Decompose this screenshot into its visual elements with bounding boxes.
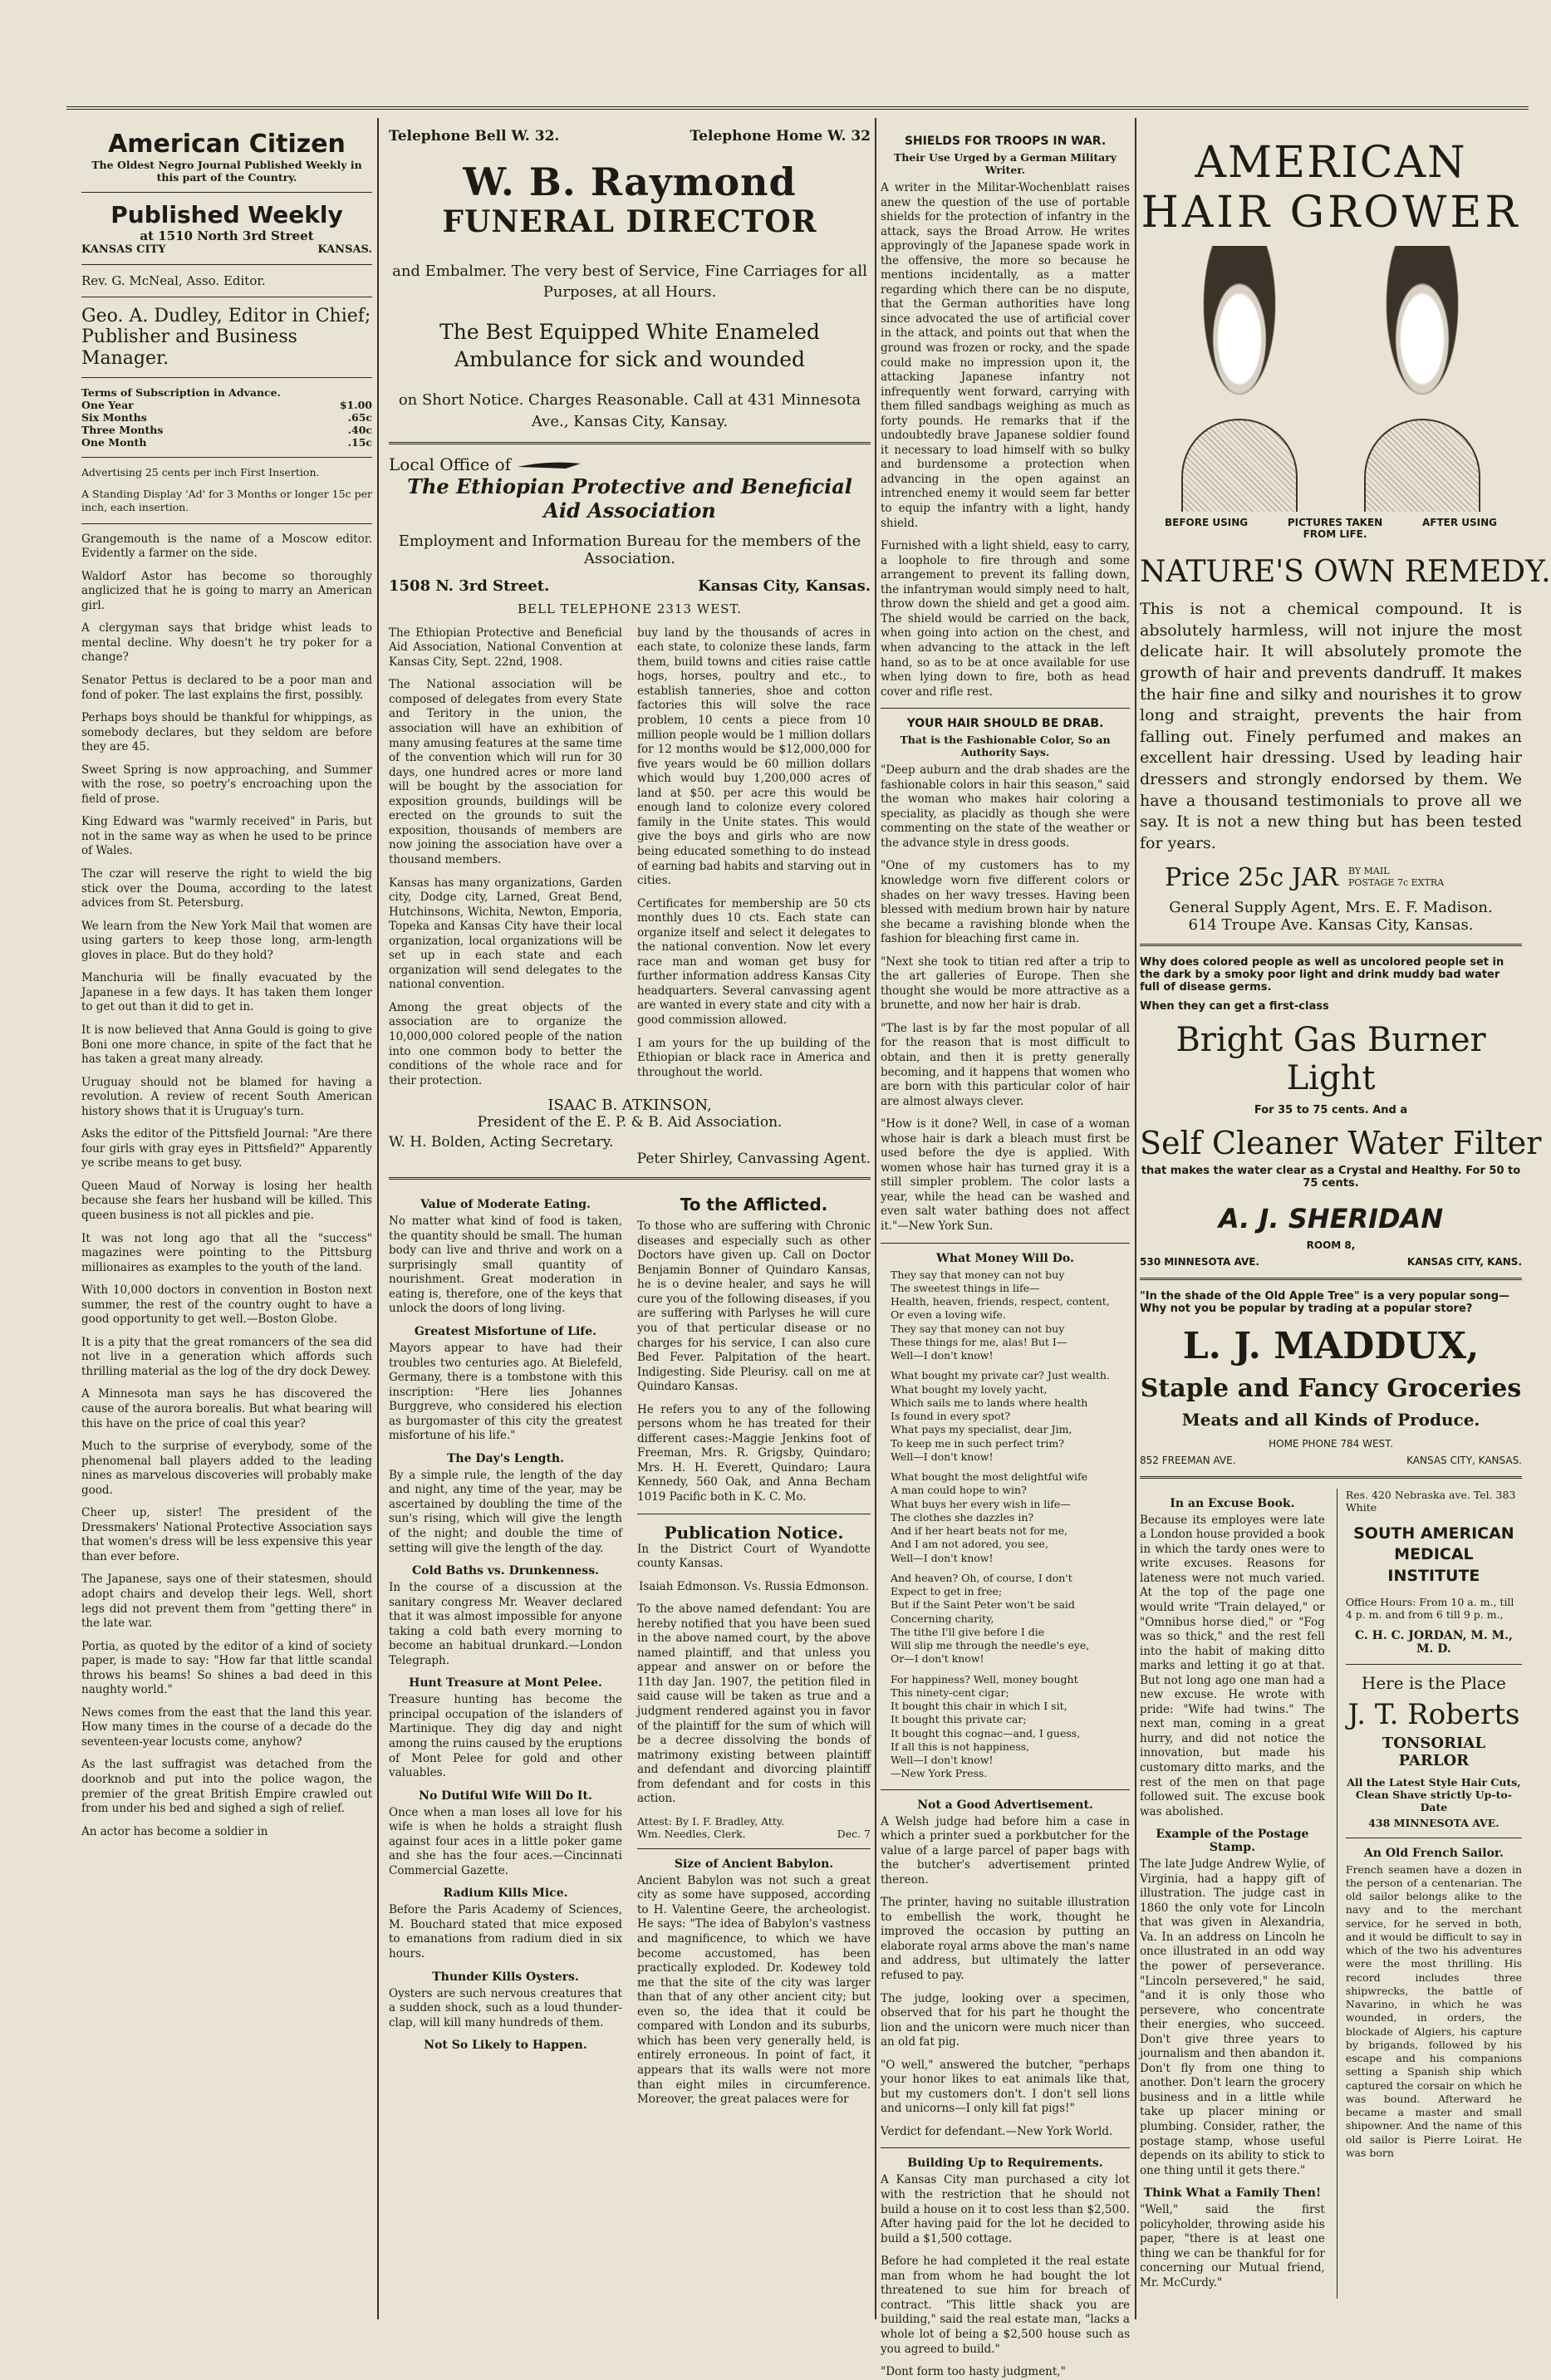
paragraph: News comes from the east that the land this year. How many times in the course of a decade do the seventeen-year locusts come, anyhow? xyxy=(81,1705,372,1749)
supply-agent-address: 614 Troupe Ave. Kansas City, Kansas. xyxy=(1188,915,1474,934)
price: Price 25c JAR xyxy=(1165,862,1339,892)
paragraph: Queen Maud of Norway is losing her health because she fears her husband will be killed. This queen business is not all pickles and pie. xyxy=(81,1179,372,1222)
building-paragraph: Before he had completed it the real estate man from whom he had bought the lot threatened to sue him for breach of contract. "This little shack you are building," said the real estate man, "lacks a whole lot of being a $2,500 house such as you agreed to build." xyxy=(881,2255,1130,2356)
paragraph: Cheer up, sister! The president of the Dressmakers' National Protective Association says that women's dress will be less expensive this year than ever before. xyxy=(81,1506,372,1563)
sailor-paragraph: French seamen have a dozen in the person of a centenarian. The old sailor belongs alike to the navy and to the merchant service, for he served in both, and it would be difficult to say in which of the two his adventures were the most thrilling. His record includes three shipwrecks, the battle of Navarino, in which he was wounded, in orders, the blockade of Algiers, his capture by brigands, followed by his escape and his companions setting a Spanish ship which captured the corsair on which he was bound. Afterward he became a master and small shipowner. And the name of this old sailor is Pierre Loirat. He was born xyxy=(1345,1862,1522,2159)
terms-row: Three Months .40c xyxy=(81,423,372,436)
afflicted-paragraph: To those who are suffering with Chronic diseases and especially such as other Doctors have given up. Call on Doctor Benjamin Bonner of Quindaro Kansas, he is o devine healer, and says he will cure you of the following diseases, if you are suffering with Parlyses he will cure you of that perticular disease or no charges for his service, I can also cure Bed Fever. Palpitation of the heart. Indigesting. Side Pleurisy. call on me at Quindaro Kansas. xyxy=(637,1219,871,1394)
doctor-name: C. H. C. JORDAN, M. M., M. D. xyxy=(1354,1628,1513,1656)
money-verse: For happiness? Well, money bought This ninety-cent cigar; It bought this chair in which I sit, It bought this private car; It bought this cognac—and, I guess, If all this is not happiness, Well—I don't know! —New York Press. xyxy=(891,1672,1081,1780)
paragraph: With 10,000 doctors in convention in Boston next summer, the rest of the country ought to have a good opportunity to get well.—Boston Globe. xyxy=(81,1283,372,1327)
society-city: Kansas City, Kansas. xyxy=(698,577,871,595)
remedy-heading: NATURE'S OWN REMEDY. xyxy=(1140,555,1551,589)
embalmer-line: and Embalmer. The very best of Service, Fine Carriages for all Purposes, at all Hours. xyxy=(392,263,867,302)
hair-paragraph: "The last is by far the most popular of all for the reason that is most difficult to obtain, and then it is pretty generally becoming, and it happens that women who are born with this particular color of hair are almost always clever. xyxy=(881,1021,1130,1108)
why-line: Why does colored people as well as uncolored people set in the dark by a smoky poor light and drink muddy bad water full of disease germs. xyxy=(1140,955,1504,994)
publication-paragraph: Isaiah Edmonson. Vs. Russia Edmonson. xyxy=(639,1579,869,1593)
supply-agent: General Supply Agent, Mrs. E. F. Madison. xyxy=(1169,898,1493,916)
medical-institute: SOUTH AMERICAN MEDICAL INSTITUTE xyxy=(1353,1524,1514,1585)
hair-cut-styles: All the Latest Style Hair Cuts, Clean Shave strictly Up-to-Date xyxy=(1347,1775,1521,1813)
item-body: No matter what kind of food is taken, the quantity should be small. The human body can live and thrive and work on a surprisingly small quantity of nourishment. Great moderation in eating is, therefore, one of the keys that unlock the doors of long living. xyxy=(389,1215,622,1316)
paragraph: King Edward was "warmly received" in Paris, but not in the same way as when he used to be prince of Wales. xyxy=(81,815,372,858)
article-paragraph: Certificates for membership are 50 cts monthly dues 10 cts. Each state can organize itself and select it delegates to the national convention. Now let every race man and woman get busy for further information address Kansas City headquarters. Several canvassing agent are wanted in every state and city with a good commission allowed. xyxy=(637,896,871,1027)
masthead-title: American Citizen xyxy=(108,130,346,159)
short-notice-line: on Short Notice. Charges Reasonable. Call at 431 Minnesota Ave., Kansas City, Kansay. xyxy=(398,391,861,430)
paragraph: Much to the surprise of everybody, some of the phenomenal ball players added to the leading nines as marvelous discoveries will probably make good. xyxy=(81,1440,372,1497)
pictures-caption: PICTURES TAKEN FROM LIFE. xyxy=(1287,517,1383,540)
item-heading: Hunt Treasure at Mont Pelee. xyxy=(409,1676,602,1691)
terms-list xyxy=(81,399,372,449)
phone-bell: Telephone Bell W. 32. xyxy=(389,128,560,145)
business-title: FUNERAL DIRECTOR xyxy=(442,204,817,239)
babylon-heading: Size of Ancient Babylon. xyxy=(674,1857,834,1871)
maddux-ad xyxy=(1140,1290,1522,1466)
item-heading: Cold Baths vs. Drunkenness. xyxy=(412,1564,599,1578)
advertisement-paragraph: Verdict for defendant.—New York World. xyxy=(881,2124,1113,2138)
item-body: Mayors appear to have had their troubles two centuries ago. At Bielefeld, Germany, there is a tombstone with this inscription: "Here lies Johannes Burggreve, who considered his election as burgomaster of this city the greatest misfortune of his life." xyxy=(389,1341,622,1443)
hair-heading: YOUR HAIR SHOULD BE DRAB. xyxy=(906,717,1104,731)
sailor-heading: An Old French Sailor. xyxy=(1363,1846,1504,1860)
sheridan-address: 530 MINNESOTA AVE. xyxy=(1140,1255,1259,1268)
gas-light-price: For 35 to 75 cents. And a xyxy=(1254,1103,1408,1116)
lower-columns xyxy=(389,1190,871,2115)
hair-grower-ad xyxy=(1140,138,1551,934)
article-paragraph: buy land by the thousands of acres in each state, to colonize these lands, farm them, build towns and cities raise cattle hogs, horses, poultry and etc., to establish tanneries, shoe and cotton factories this will solve the race problem, 10 cents a piece from 10 million people would be 1 million dollars for 12 months would be $12,000,000 for five years would be 60 million dollars which would buy 1,200,000 acres of land at $50. per acre this would be enough land to colonize every colored family in the Unite states. This would give the boys and girls who are now being educated something to do instead of earning bad habits and starving out in cities. xyxy=(637,626,871,888)
meats-line: Meats and all Kinds of Produce. xyxy=(1181,1409,1480,1430)
local-office: Local Office of xyxy=(389,454,871,474)
paper-city: KANSAS CITY xyxy=(81,243,166,256)
sheridan-city: KANSAS CITY, KANS. xyxy=(1406,1255,1522,1268)
item-body: In the course of a discussion at the sanitary congress Mr. Weaver declared that it was almost impossible for anyone taking a cold bath every morning to become an habitual drunkard.—London Telegraph. xyxy=(389,1581,622,1667)
hair-ad-title: HAIR GROWER xyxy=(1141,188,1521,238)
paragraph: Asks the editor of the Pittsfield Journal: "Are there four girls with gray eyes in Pittsfield?" Apparently ye scribe means to get busy. xyxy=(81,1127,372,1170)
before-portrait xyxy=(1156,246,1323,512)
society-name: The Ethiopian Protective and Beneficial Aid Association xyxy=(407,474,852,523)
maddux-city: KANSAS CITY, KANSAS. xyxy=(1406,1454,1522,1466)
paragraph: Waldorf Astor has become so thoroughly anglicized that he is going to marry an American girl. xyxy=(81,569,372,612)
item-heading: Thunder Kills Oysters. xyxy=(432,1970,579,1984)
shields-subheading: Their Use Urged by a German Military Writer. xyxy=(893,151,1117,176)
item-body: Treasure hunting has become the principal occupation of the islanders of Martinique. They dig day and night among the ruins caused by the eruptions of Mont Pelee for gold and other valuables. xyxy=(389,1693,622,1780)
before-caption: BEFORE USING xyxy=(1165,517,1249,528)
publication-paragraph: To the above named defendant: You are hereby notified that you have been sued in the above named court, by the above named plaintiff, and that unless you appear and answer on or before the 11th day Jan. 1907, the petition filed in said cause will be taken as true and a judgment rendered against you in favor of the plaintiff for the sum of which will be a decree dissolving the bonds of matrimony existing between plaintiff and defendant and divorcing plaintiff from defendant and for costs in this action. xyxy=(637,1602,871,1806)
column-rule xyxy=(377,118,379,2319)
building-paragraph: A Kansas City man purchased a city lot with the restriction that he should not build a house on it to cost less than $2,500. After having paid for the lot he decided to build a $1,500 cottage. xyxy=(881,2173,1130,2245)
advertisement-paragraph: The judge, looking over a specimen, observed that for his part he thought the lion and the unicorn were much nicer than an old fat pig. xyxy=(881,1991,1130,2049)
maddux-phone: HOME PHONE 784 WEST. xyxy=(1269,1437,1393,1450)
medical-residence: Res. 420 Nebraska ave. Tel. 383 White xyxy=(1345,1488,1516,1514)
stamp-heading: Example of the Postage Stamp. xyxy=(1156,1828,1309,1855)
acting-secretary: W. H. Bolden, Acting Secretary. xyxy=(389,1134,614,1151)
paragraph: A Minnesota man says he has discovered the cause of the aurora borealis. But what bearing will this have on the price of coal this year? xyxy=(81,1387,372,1430)
water-filter-desc: that makes the water clear as a Crystal and Healthy. For 50 to 75 cents. xyxy=(1141,1164,1521,1190)
publication-paragraph: In the District Court of Wyandotte county Kansas. xyxy=(637,1542,871,1571)
paragraph: It is a pity that the great romancers of the sea did not live in a generation which affords such thrilling material as the log of the dry dock Dewey. xyxy=(81,1335,372,1378)
remedy-body: This is not a chemical compound. It is absolutely harmless, will not injure the most delicate hair. It will absolutely promote the growth of hair and prevents dandruff. It makes the hair fine and silky and nourishes it to grow long and straight, prevents the hair from falling out. Finely perfumed and makes an excellent hair dressing. Used by leading hair dressers and strongly endorsed by them. We have a thousand testimonials to prove all we say. It is not a new thing but has been tested for years. xyxy=(1140,600,1522,853)
paragraph: An actor has become a soldier in xyxy=(81,1824,268,1838)
tonsorial-parlor: TONSORIAL PARLOR xyxy=(1382,1734,1486,1769)
hair-paragraph: "Next she took to titian red after a trip to the art galleries of Europe. Then she thought she would be more attractive as a brunette, and now her hair is drab. xyxy=(881,954,1130,1013)
hair-paragraph: "One of my customers has to my knowledge worn five different colors or shades on her wavy tresses. Having been blessed with medium brown hair by nature she became a ravishing blonde when the fashion for bleaching first came in. xyxy=(881,859,1130,946)
article-paragraph: I am yours for the up building of the Ethiopian or black race in America and throughout the world. xyxy=(637,1036,871,1079)
shields-heading: SHIELDS FOR TROOPS IN WAR. xyxy=(904,135,1107,148)
pointing-arrow-icon xyxy=(516,459,582,470)
shields-paragraph: A writer in the Militar-Wochenblatt raises anew the question of the use of portable shields for the protection of infantry in the attack, says the Broad Arrow. He writes approvingly of the Japanese spade work in the offensive, the more so because he mentions incidentally, as a matter regarding which there can be no dispute, that the German authorities have long since advocated the use of artificial cover in the attack, and points out that when the ground was frozen or rocky, and the spade could make no impression upon it, the attacking Japanese infantry not infrequently went forward, carrying with them filled sandbags weighing as much as forty pounds. He remarks that if the undoubtedly brave Japanese soldier found it necessary to load himself with so bulky and burdensome a protection when advancing in the open against an intrenched enemy it would seem far better to equip the infantry with a light, handy shield. xyxy=(881,181,1130,530)
advertisement-paragraph: The printer, having no suitable illustration to embellish the work, thought he improved the occasion by putting an elaborate royal arms above the man's name and address, but ultimately the latter refused to pay. xyxy=(881,1896,1130,1983)
sheridan-room: ROOM 8, xyxy=(1306,1239,1356,1251)
masthead-tagline: The Oldest Negro Journal Published Weekly in this part of the Country. xyxy=(91,159,362,184)
hair-paragraph: "Deep auburn and the drab shades are the fashionable colors in hair this season," said the woman who makes hair coloring a speciality, as placidly as though she were commenting on the state of the weather or the advance style in dress goods. xyxy=(881,763,1130,850)
money-verse: What bought the most delightful wife A man could hope to win? What buys her every wish in life— The clothes she dazzles in? And if her heart beats not for me, And I am not adored, you see, Well—I don't know! xyxy=(891,1470,1088,1564)
hair-ad-title: AMERICAN xyxy=(1195,138,1467,188)
office-hours: Office Hours: From 10 a. m., till 4 p. m. and from 6 till 9 p. m., xyxy=(1345,1595,1514,1621)
paragraph-list xyxy=(81,532,372,1840)
phone-home: Telephone Home W. 32 xyxy=(690,128,871,145)
apple-tree-line: "In the shade of the Old Apple Tree" is a very popular song—Why not you be popular by trading at a popular store? xyxy=(1140,1289,1510,1315)
after-portrait xyxy=(1339,246,1505,512)
here-is-place: Here is the Place xyxy=(1361,1672,1506,1693)
item-heading: Radium Kills Mice. xyxy=(443,1887,568,1901)
shields-paragraph: Furnished with a light shield, easy to carry, a loophole to fire through and some arrangement to prevent its falling down, the infantryman would simply need to halt, throw down the shield and get a good aim. The shield would be carried on the back, when going into action on the chest, and when advancing to the attack in the left hand, so as to be at once available for use when lying down to fire, both as head cover and rifle rest. xyxy=(881,539,1130,699)
display-ad-rate: A Standing Display 'Ad' for 3 Months or longer 15c per inch, each insertion. xyxy=(81,488,372,514)
column-rule xyxy=(1135,118,1136,2319)
association-article xyxy=(389,626,871,1097)
column-funeral-association xyxy=(389,110,871,2319)
paragraph: The czar will reserve the right to wield the big stick over the Douma, according to the latest advices from St. Petersburg. xyxy=(81,867,372,910)
terms-row: Six Months .65c xyxy=(81,410,372,424)
postage-note: BY MAIL POSTAGE 7c EXTRA xyxy=(1348,865,1445,889)
story-column xyxy=(1140,1489,1325,2299)
publication-heading: Publication Notice. xyxy=(664,1522,844,1543)
paragraph: Portia, as quoted by the editor of a kind of society paper, is made to say: "How far that little scandal throws his beams! So shines a bad deed in this naughty world." xyxy=(81,1639,372,1697)
money-heading: What Money Will Do. xyxy=(936,1251,1074,1265)
paragraph: Uruguay should not be blamed for having a revolution. A review of recent South American history shows that it is Uruguay's turn. xyxy=(81,1075,372,1118)
signer-title: President of the E. P. & B. Aid Association. xyxy=(477,1114,783,1131)
roberts-address: 438 MINNESOTA AVE. xyxy=(1368,1816,1499,1829)
paragraph: The Japanese, says one of their statesmen, should adopt chairs and develop their legs. Well, short legs did not prevent them from "getting there" in the late war. xyxy=(81,1573,372,1631)
hair-paragraph: "How is it done? Well, in case of a woman whose hair is dark a bleach must first be used before the dye is applied. With women whose hair has turned gray it is a still simpler problem. The color lasts a year, while the head can be washed and even salt water bathing does not affect it."—New York Sun. xyxy=(881,1117,1130,1233)
babylon-paragraph: Ancient Babylon was not such a great city as some have supposed, according to H. Valentine Geere, the archeologist. He says: "The idea of Babylon's vastness and magnificence, to which we have become accustomed, has been practically exploded. Dr. Kodewey told me that the site of the city was larger than that of any other ancient city; but even so, the idea that it could be compared with London and its suburbs, which has been very generally held, is entirely erroneous. In point of fact, it appears that its walls were not more than eight miles in circumference. Moreover, the great palaces were for xyxy=(637,1873,871,2107)
terms-row: One Month .15c xyxy=(81,435,372,449)
afflicted-heading: To the Afflicted. xyxy=(680,1195,828,1215)
column-masthead xyxy=(81,110,372,2319)
hair-subheading: That is the Fashionable Color, So an Authority Says. xyxy=(900,734,1111,759)
paragraph: Sweet Spring is now approaching, and Summer with the rose, so poetry's encroaching upon the field of prose. xyxy=(81,763,372,806)
item-heading: The Day's Length. xyxy=(446,1451,564,1465)
gas-light-heading: Bright Gas Burner Light xyxy=(1176,1020,1486,1097)
advertisement-heading: Not a Good Advertisement. xyxy=(917,1798,1093,1812)
terms-heading: Terms of Subscription in Advance. xyxy=(81,385,281,399)
item-body: Once when a man loses all love for his wife is when he holds a straight flush against four aces in a little poker game and she has the four aces.—Cincinnati Commercial Gazette. xyxy=(389,1805,622,1877)
paragraph: Grangemouth is the name of a Moscow editor. Evidently a farmer on the side. xyxy=(81,532,372,561)
terms-row: One Year $1.00 xyxy=(81,398,372,411)
paragraph: As the last suffragist was detached from the doorknob and put into the police wagon, the premier of the great British Empire crawled out from under his bed and sighed a sigh of relief. xyxy=(81,1758,372,1816)
paragraph: Perhaps boys should be thankful for whippings, as somebody declares, but they seldom are before they are 45. xyxy=(81,711,372,754)
item-body: By a simple rule, the length of the day and night, any time of the year, may be ascertained by doubling the time of the sun's rising, which will give the length of the night; and double the time of setting will give the length of the day. xyxy=(389,1468,622,1555)
associate-editor: Rev. G. McNeal, Asso. Editor. xyxy=(81,273,266,288)
business-name: W. B. Raymond xyxy=(463,159,797,204)
paragraph: A clergyman says that bridge whist leads to mental decline. Why doesn't he try poker for a change? xyxy=(81,621,372,665)
lower-ad-columns xyxy=(1140,1489,1522,2299)
paragraph: We learn from the New York Mail that women are using garters to keep those long, arm-length gloves in place. But do they hold? xyxy=(81,919,372,962)
paper-address: at 1510 North 3rd Street xyxy=(140,228,314,243)
canvassing-agent: Peter Shirley, Canvassing Agent. xyxy=(636,1151,871,1168)
maddux-address: 852 FREEMAN AVE. xyxy=(1140,1454,1236,1466)
excuse-heading: In an Excuse Book. xyxy=(1170,1496,1295,1510)
business-cards xyxy=(1337,1489,1522,2299)
published-weekly: Published Weekly xyxy=(110,201,343,228)
when-line: When they can get a first-class xyxy=(1140,999,1329,1013)
item-heading: No Dutiful Wife Will Do It. xyxy=(419,1789,592,1803)
item-heading: Not So Likely to Happen. xyxy=(424,2039,587,2053)
society-phone: BELL TELEPHONE 2313 WEST. xyxy=(518,601,742,616)
sheridan-name: A. J. SHERIDAN xyxy=(1218,1202,1444,1234)
item-heading: Value of Moderate Eating. xyxy=(420,1198,591,1212)
paragraph: Senator Pettus is declared to be a poor man and fond of poker. The last explains the first, possibly. xyxy=(81,674,372,702)
article-paragraph: Among the great objects of the association are to organize the 10,000,000 colored people of the nation into one common body to better the conditions of the whole race and for their protection. xyxy=(389,1000,622,1087)
after-caption: AFTER USING xyxy=(1421,517,1497,528)
sheridan-ad xyxy=(1140,955,1542,1268)
advertisement-paragraph: A Welsh judge had before him a case in which a printer sued a porkbutcher for the value of a large parcel of paper bags with the butcher's advertisement printed thereon. xyxy=(881,1814,1130,1887)
employment-bureau: Employment and Information Bureau for the members of the Association. xyxy=(398,532,861,567)
column-articles xyxy=(881,110,1130,2379)
article-paragraph: The Ethiopian Protective and Beneficial Aid Association, National Convention at Kansas City, Sept. 22nd, 1908. xyxy=(389,626,622,669)
ambulance-line: The Best Equipped White Enameled Ambulance for sick and wounded xyxy=(439,320,820,371)
paper-state: KANSAS. xyxy=(317,243,372,256)
stamp-paragraph: The late Judge Andrew Wylie, of Virginia, had a happy gift of illustration. The judge cast in 1860 the only vote for Lincoln that was given in Alexandria, Va. In an address on Lincoln he once illustrated in an odd way the power of perseverance. "Lincoln persevered," he said, "and it is only those who persevere, who concentrate their energies, who succeed. Don't give three years to journalism and then abandon it. Don't fly from one thing to another. Don't learn the grocery business and in a little while take up placer mining or plumbing. Consider, rather, the postage stamp, whose useful depends on its ability to stick to one thing until it gets there." xyxy=(1140,1857,1325,2177)
article-paragraph: Kansas has many organizations, Garden city, Dodge city, Larned, Great Bend, Hutchinsons, Wichita, Newton, Emporia, Topeka and Kansas City have their local organization, local organizations will be set up in each state and each organization will send delegates to the national convention. xyxy=(389,876,622,992)
article-paragraph: The National association will be composed of delegates from every State and Teritory in the union, the association will have an exhibition of many amusing features at the same time of the convention which will run for 30 days, one hundred acres or more land will be bought by the association for exposition grounds, buildings will be erected on the grounds to suit the exposition, thousands of members are now joining the association have over a thousand members. xyxy=(389,678,622,866)
column-rule xyxy=(875,118,876,2319)
column-advertisements xyxy=(1140,110,1551,2319)
notices xyxy=(637,1190,871,2115)
paragraph: Manchuria will be finally evacuated by the Japanese in a few days. It has taken them longer to get out than it did to get in. xyxy=(81,971,372,1014)
roberts-name: J. T. Roberts xyxy=(1347,1697,1520,1731)
money-verse: And heaven? Oh, of course, I don't Expect to get in free; But if the Saint Peter won't be said Concerning charity, The tithe I'll give before I die Will slip me through the needle's eye, Or—I don't know! xyxy=(891,1571,1090,1666)
item-body: Before the Paris Academy of Sciences, M. Bouchard stated that mice exposed to emanations from radium died in six hours. xyxy=(389,1903,622,1961)
item-heading: Greatest Misfortune of Life. xyxy=(414,1324,597,1338)
money-verse: What bought my private car? Just wealth. What bought my lovely yacht, Which sails me to lands where health Is found in every spot? What pays my specialist, dear Jim, To keep me in such perfect trim? Well—I don't know! xyxy=(891,1369,1110,1463)
misc-items xyxy=(389,1190,622,2115)
attest-line: Attest: By I. F. Bradley, Atty. xyxy=(637,1814,785,1828)
money-verse: They say that money can not buy The sweetest things in life— Health, heaven, friends, respect, content, Or even a loving wife. They say that money can not buy These things for me, alas! But I— Well—I don't know! xyxy=(891,1268,1110,1362)
building-paragraph: "Dont form too hasty judgment," xyxy=(881,2365,1066,2379)
price-line xyxy=(1140,863,1522,892)
family-paragraph: "Well," said the first policyholder, throwing aside his paper, "there is at least one thing we can be thankful for for concerning our Mutual friend, Mr. McCurdy." xyxy=(1140,2203,1325,2289)
family-heading: Think What a Family Then! xyxy=(1143,2186,1322,2201)
newspaper-page xyxy=(66,106,1551,2379)
building-heading: Building Up to Requirements. xyxy=(907,2157,1103,2171)
signer-name: ISAAC B. ATKINSON, xyxy=(547,1097,712,1115)
advertising-rate: Advertising 25 cents per inch First Insertion. xyxy=(81,465,320,478)
afflicted-paragraph: He refers you to any of the following persons whom he has treated for their different cases:-Maggie Jenkins foot of Freeman, Mrs. R. Grigsby, Quindaro; Mrs. H. H. Everett, Quindaro; Laura Kennedy, 560 Oak, and Anna Becham 1019 Pacific both in K. C. Mo. xyxy=(637,1402,871,1504)
paragraph: It is now believed that Anna Gould is going to give Boni one more chance, in spite of the fact that he has taken a great many already. xyxy=(81,1023,372,1067)
notice-date: Dec. 7 xyxy=(837,1827,871,1840)
excuse-paragraph: Because its employes were late a London house provided a book in which the tardy ones were to write excuses. Reasons for lateness were not much varied. At the top of the page one would write "Train delayed," or "Omnibus horse died," or "Fog was so thick," and the rest fell into the habit of making ditto marks and letting it go at that. But not long ago one man had a new excuse. He wrote with pride: "Wife had twins." The next man, coming in a great hurry, and did not notice the innovation, but made his customary ditto marks, and the rest of the men on that page followed suit. The excuse book was abolished. xyxy=(1140,1513,1325,1818)
maddux-name: L. J. MADDUX, xyxy=(1182,1324,1480,1367)
editor-in-chief: Geo. A. Dudley, Editor in Chief; Publisher and Business Manager. xyxy=(81,306,371,369)
advertisement-paragraph: "O well," answered the butcher, "perhaps your honor likes to eat animals like that, but my customers don't. I don't sell lions and unicorns—I only kill fat pigs!" xyxy=(881,2058,1130,2116)
item-body: Oysters are such nervous creatures that a sudden shock, such as a loud thunder-clap, will kill many hundreds of them. xyxy=(389,1986,622,2029)
clerk-line: Wm. Needles, Clerk. xyxy=(637,1827,746,1840)
paragraph: It was not long ago that all the "success" magazines were pointing to the Pittsburg millionaires as examples to the youth of the land. xyxy=(81,1231,372,1274)
water-filter-heading: Self Cleaner Water Filter xyxy=(1140,1124,1542,1161)
groceries-line: Staple and Fancy Groceries xyxy=(1140,1373,1522,1403)
society-address: 1508 N. 3rd Street. xyxy=(389,577,550,595)
